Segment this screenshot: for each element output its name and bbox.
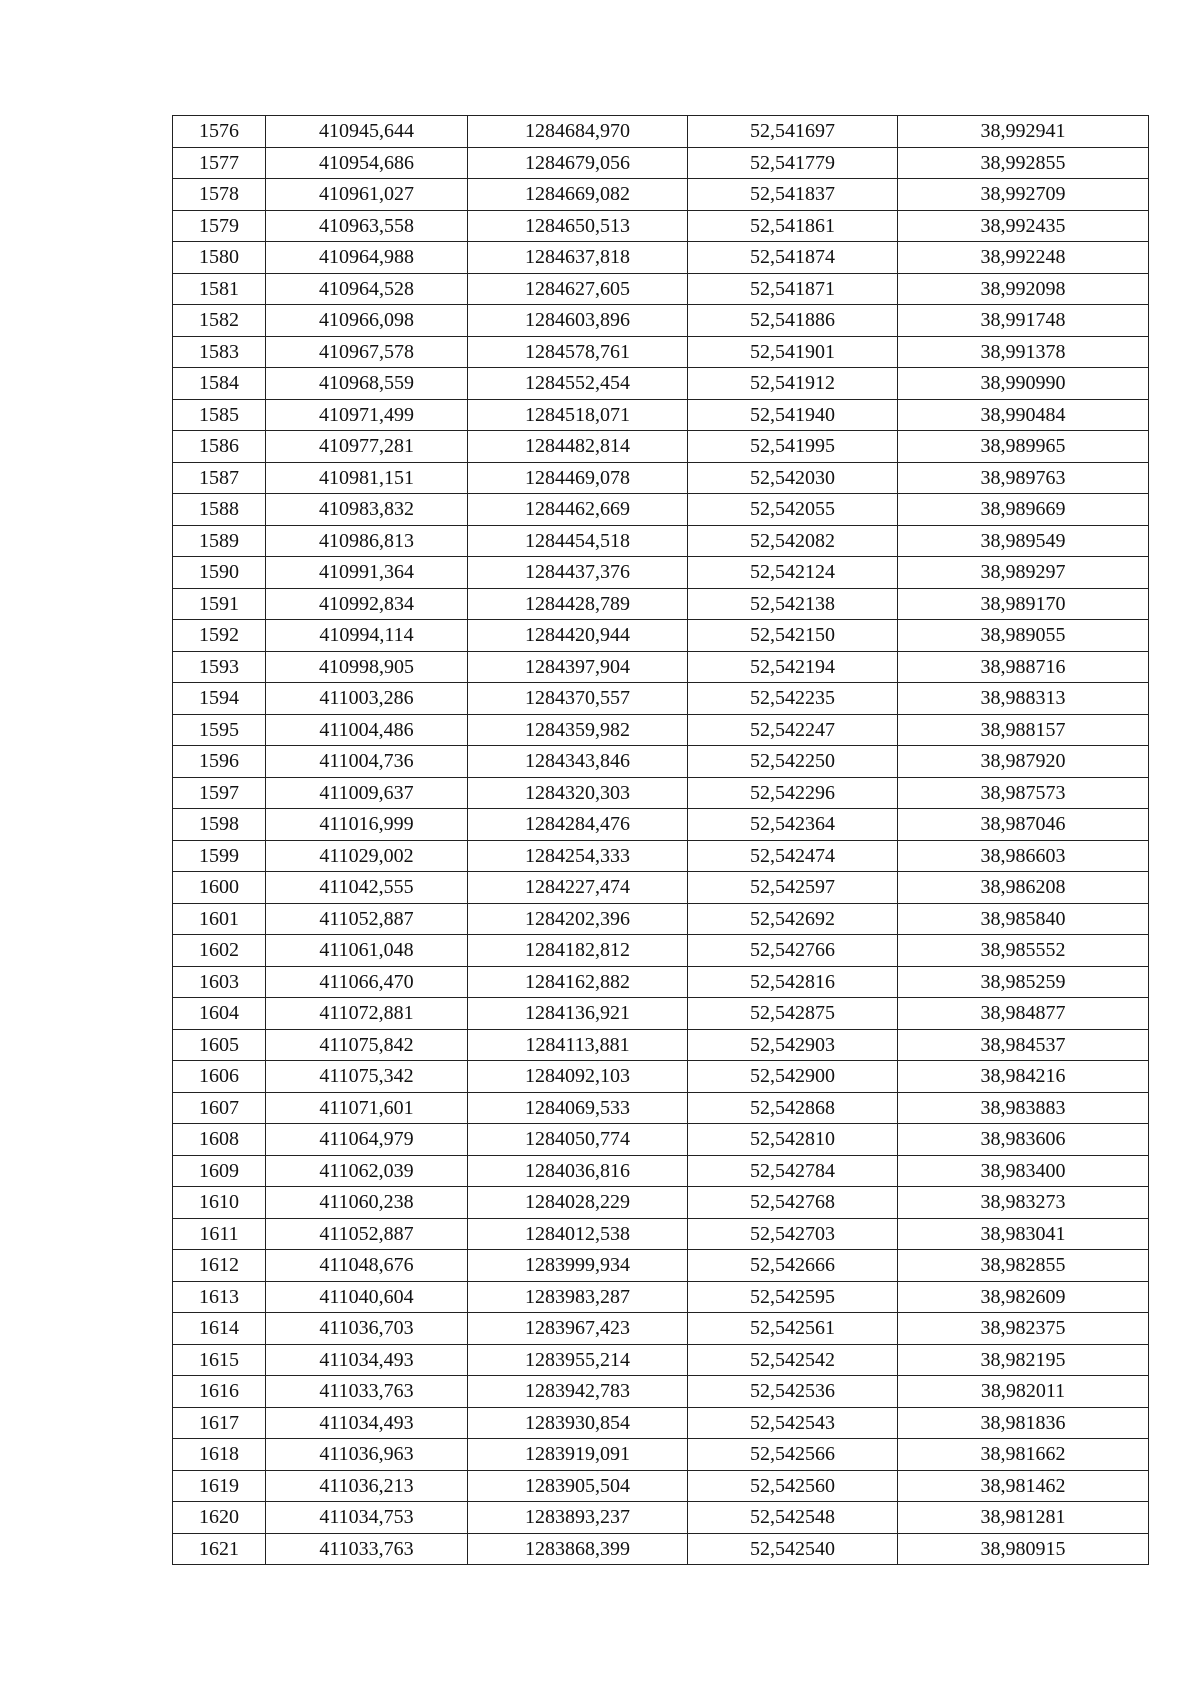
longitude-cell: 38,986208 — [898, 872, 1149, 904]
point-number-cell: 1576 — [173, 116, 266, 148]
table-row — [173, 935, 1149, 967]
table-row — [173, 336, 1149, 368]
latitude-cell: 52,541871 — [688, 273, 898, 305]
y-coordinate-cell: 1283983,287 — [468, 1281, 688, 1313]
longitude-cell: 38,985552 — [898, 935, 1149, 967]
table-row — [173, 998, 1149, 1030]
table-row — [173, 903, 1149, 935]
y-coordinate-cell: 1284397,904 — [468, 651, 688, 683]
x-coordinate-cell: 410964,988 — [266, 242, 468, 274]
table-row — [173, 431, 1149, 463]
point-number-cell: 1603 — [173, 966, 266, 998]
latitude-cell: 52,541697 — [688, 116, 898, 148]
x-coordinate-cell: 411034,493 — [266, 1407, 468, 1439]
longitude-cell: 38,991378 — [898, 336, 1149, 368]
x-coordinate-cell: 411060,238 — [266, 1187, 468, 1219]
point-number-cell: 1617 — [173, 1407, 266, 1439]
point-number-cell: 1592 — [173, 620, 266, 652]
table-row — [173, 588, 1149, 620]
table-row — [173, 1250, 1149, 1282]
y-coordinate-cell: 1284254,333 — [468, 840, 688, 872]
table-row — [173, 147, 1149, 179]
longitude-cell: 38,983400 — [898, 1155, 1149, 1187]
point-number-cell: 1590 — [173, 557, 266, 589]
table-row — [173, 1155, 1149, 1187]
table-row — [173, 1502, 1149, 1534]
x-coordinate-cell: 410945,644 — [266, 116, 468, 148]
table-row — [173, 116, 1149, 148]
latitude-cell: 52,542768 — [688, 1187, 898, 1219]
longitude-cell: 38,987920 — [898, 746, 1149, 778]
longitude-cell: 38,983883 — [898, 1092, 1149, 1124]
point-number-cell: 1620 — [173, 1502, 266, 1534]
x-coordinate-cell: 411075,842 — [266, 1029, 468, 1061]
latitude-cell: 52,542542 — [688, 1344, 898, 1376]
latitude-cell: 52,541886 — [688, 305, 898, 337]
point-number-cell: 1616 — [173, 1376, 266, 1408]
longitude-cell: 38,982375 — [898, 1313, 1149, 1345]
latitude-cell: 52,542540 — [688, 1533, 898, 1565]
longitude-cell: 38,988716 — [898, 651, 1149, 683]
longitude-cell: 38,983273 — [898, 1187, 1149, 1219]
y-coordinate-cell: 1284552,454 — [468, 368, 688, 400]
table-row — [173, 1187, 1149, 1219]
table-row — [173, 683, 1149, 715]
point-number-cell: 1619 — [173, 1470, 266, 1502]
y-coordinate-cell: 1284420,944 — [468, 620, 688, 652]
point-number-cell: 1611 — [173, 1218, 266, 1250]
x-coordinate-cell: 410967,578 — [266, 336, 468, 368]
latitude-cell: 52,542150 — [688, 620, 898, 652]
x-coordinate-cell: 410998,905 — [266, 651, 468, 683]
y-coordinate-cell: 1283919,091 — [468, 1439, 688, 1471]
table-row — [173, 525, 1149, 557]
table-row — [173, 368, 1149, 400]
longitude-cell: 38,989763 — [898, 462, 1149, 494]
x-coordinate-cell: 411009,637 — [266, 777, 468, 809]
table-row — [173, 1407, 1149, 1439]
x-coordinate-cell: 410964,528 — [266, 273, 468, 305]
latitude-cell: 52,542543 — [688, 1407, 898, 1439]
point-number-cell: 1605 — [173, 1029, 266, 1061]
point-number-cell: 1615 — [173, 1344, 266, 1376]
point-number-cell: 1591 — [173, 588, 266, 620]
x-coordinate-cell: 411066,470 — [266, 966, 468, 998]
y-coordinate-cell: 1283955,214 — [468, 1344, 688, 1376]
longitude-cell: 38,992098 — [898, 273, 1149, 305]
latitude-cell: 52,542247 — [688, 714, 898, 746]
x-coordinate-cell: 410994,114 — [266, 620, 468, 652]
point-number-cell: 1584 — [173, 368, 266, 400]
longitude-cell: 38,989549 — [898, 525, 1149, 557]
longitude-cell: 38,992248 — [898, 242, 1149, 274]
point-number-cell: 1606 — [173, 1061, 266, 1093]
point-number-cell: 1581 — [173, 273, 266, 305]
y-coordinate-cell: 1284627,605 — [468, 273, 688, 305]
table-row — [173, 1376, 1149, 1408]
latitude-cell: 52,542474 — [688, 840, 898, 872]
latitude-cell: 52,541912 — [688, 368, 898, 400]
longitude-cell: 38,984537 — [898, 1029, 1149, 1061]
latitude-cell: 52,542692 — [688, 903, 898, 935]
longitude-cell: 38,982011 — [898, 1376, 1149, 1408]
point-number-cell: 1602 — [173, 935, 266, 967]
x-coordinate-cell: 411052,887 — [266, 903, 468, 935]
latitude-cell: 52,541861 — [688, 210, 898, 242]
y-coordinate-cell: 1284028,229 — [468, 1187, 688, 1219]
longitude-cell: 38,980915 — [898, 1533, 1149, 1565]
longitude-cell: 38,982855 — [898, 1250, 1149, 1282]
longitude-cell: 38,982195 — [898, 1344, 1149, 1376]
y-coordinate-cell: 1283967,423 — [468, 1313, 688, 1345]
table-row — [173, 1313, 1149, 1345]
x-coordinate-cell: 411048,676 — [266, 1250, 468, 1282]
latitude-cell: 52,542810 — [688, 1124, 898, 1156]
x-coordinate-cell: 411004,736 — [266, 746, 468, 778]
longitude-cell: 38,992855 — [898, 147, 1149, 179]
y-coordinate-cell: 1283893,237 — [468, 1502, 688, 1534]
latitude-cell: 52,542666 — [688, 1250, 898, 1282]
point-number-cell: 1613 — [173, 1281, 266, 1313]
latitude-cell: 52,542055 — [688, 494, 898, 526]
longitude-cell: 38,984877 — [898, 998, 1149, 1030]
point-number-cell: 1610 — [173, 1187, 266, 1219]
y-coordinate-cell: 1284684,970 — [468, 116, 688, 148]
x-coordinate-cell: 411034,493 — [266, 1344, 468, 1376]
latitude-cell: 52,541837 — [688, 179, 898, 211]
x-coordinate-cell: 411036,213 — [266, 1470, 468, 1502]
longitude-cell: 38,987573 — [898, 777, 1149, 809]
x-coordinate-cell: 411003,286 — [266, 683, 468, 715]
y-coordinate-cell: 1283999,934 — [468, 1250, 688, 1282]
latitude-cell: 52,542560 — [688, 1470, 898, 1502]
point-number-cell: 1601 — [173, 903, 266, 935]
point-number-cell: 1595 — [173, 714, 266, 746]
point-number-cell: 1597 — [173, 777, 266, 809]
longitude-cell: 38,989297 — [898, 557, 1149, 589]
latitude-cell: 52,542566 — [688, 1439, 898, 1471]
x-coordinate-cell: 410992,834 — [266, 588, 468, 620]
x-coordinate-cell: 411064,979 — [266, 1124, 468, 1156]
table-row — [173, 746, 1149, 778]
y-coordinate-cell: 1284136,921 — [468, 998, 688, 1030]
point-number-cell: 1594 — [173, 683, 266, 715]
x-coordinate-cell: 410968,559 — [266, 368, 468, 400]
latitude-cell: 52,541901 — [688, 336, 898, 368]
y-coordinate-cell: 1284202,396 — [468, 903, 688, 935]
x-coordinate-cell: 410983,832 — [266, 494, 468, 526]
latitude-cell: 52,542597 — [688, 872, 898, 904]
latitude-cell: 52,542124 — [688, 557, 898, 589]
y-coordinate-cell: 1284359,982 — [468, 714, 688, 746]
longitude-cell: 38,984216 — [898, 1061, 1149, 1093]
latitude-cell: 52,542364 — [688, 809, 898, 841]
latitude-cell: 52,542561 — [688, 1313, 898, 1345]
point-number-cell: 1579 — [173, 210, 266, 242]
longitude-cell: 38,985840 — [898, 903, 1149, 935]
y-coordinate-cell: 1284343,846 — [468, 746, 688, 778]
latitude-cell: 52,541874 — [688, 242, 898, 274]
longitude-cell: 38,981836 — [898, 1407, 1149, 1439]
point-number-cell: 1608 — [173, 1124, 266, 1156]
y-coordinate-cell: 1284113,881 — [468, 1029, 688, 1061]
longitude-cell: 38,992709 — [898, 179, 1149, 211]
x-coordinate-cell: 411075,342 — [266, 1061, 468, 1093]
y-coordinate-cell: 1284182,812 — [468, 935, 688, 967]
table-row — [173, 620, 1149, 652]
table-row — [173, 872, 1149, 904]
x-coordinate-cell: 411033,763 — [266, 1533, 468, 1565]
x-coordinate-cell: 410977,281 — [266, 431, 468, 463]
y-coordinate-cell: 1284578,761 — [468, 336, 688, 368]
longitude-cell: 38,988313 — [898, 683, 1149, 715]
point-number-cell: 1607 — [173, 1092, 266, 1124]
table-row — [173, 1029, 1149, 1061]
longitude-cell: 38,981281 — [898, 1502, 1149, 1534]
table-row — [173, 494, 1149, 526]
point-number-cell: 1596 — [173, 746, 266, 778]
y-coordinate-cell: 1283942,783 — [468, 1376, 688, 1408]
longitude-cell: 38,989669 — [898, 494, 1149, 526]
x-coordinate-cell: 410966,098 — [266, 305, 468, 337]
latitude-cell: 52,541940 — [688, 399, 898, 431]
y-coordinate-cell: 1284650,513 — [468, 210, 688, 242]
latitude-cell: 52,542235 — [688, 683, 898, 715]
x-coordinate-cell: 410961,027 — [266, 179, 468, 211]
latitude-cell: 52,542875 — [688, 998, 898, 1030]
y-coordinate-cell: 1284518,071 — [468, 399, 688, 431]
table-row — [173, 399, 1149, 431]
y-coordinate-cell: 1284050,774 — [468, 1124, 688, 1156]
table-row — [173, 840, 1149, 872]
table-row — [173, 1533, 1149, 1565]
y-coordinate-cell: 1284370,557 — [468, 683, 688, 715]
y-coordinate-cell: 1284012,538 — [468, 1218, 688, 1250]
table-row — [173, 1281, 1149, 1313]
y-coordinate-cell: 1284437,376 — [468, 557, 688, 589]
y-coordinate-cell: 1283868,399 — [468, 1533, 688, 1565]
y-coordinate-cell: 1284679,056 — [468, 147, 688, 179]
latitude-cell: 52,542868 — [688, 1092, 898, 1124]
latitude-cell: 52,542903 — [688, 1029, 898, 1061]
table-row — [173, 809, 1149, 841]
y-coordinate-cell: 1284482,814 — [468, 431, 688, 463]
x-coordinate-cell: 411034,753 — [266, 1502, 468, 1534]
longitude-cell: 38,988157 — [898, 714, 1149, 746]
table-row — [173, 714, 1149, 746]
longitude-cell: 38,983606 — [898, 1124, 1149, 1156]
point-number-cell: 1621 — [173, 1533, 266, 1565]
x-coordinate-cell: 411061,048 — [266, 935, 468, 967]
latitude-cell: 52,542548 — [688, 1502, 898, 1534]
y-coordinate-cell: 1284036,816 — [468, 1155, 688, 1187]
point-number-cell: 1587 — [173, 462, 266, 494]
point-number-cell: 1589 — [173, 525, 266, 557]
longitude-cell: 38,987046 — [898, 809, 1149, 841]
longitude-cell: 38,981662 — [898, 1439, 1149, 1471]
point-number-cell: 1577 — [173, 147, 266, 179]
x-coordinate-cell: 411072,881 — [266, 998, 468, 1030]
table-row — [173, 1439, 1149, 1471]
table-row — [173, 273, 1149, 305]
x-coordinate-cell: 411029,002 — [266, 840, 468, 872]
longitude-cell: 38,991748 — [898, 305, 1149, 337]
x-coordinate-cell: 411036,963 — [266, 1439, 468, 1471]
point-number-cell: 1588 — [173, 494, 266, 526]
point-number-cell: 1580 — [173, 242, 266, 274]
latitude-cell: 52,542900 — [688, 1061, 898, 1093]
x-coordinate-cell: 411040,604 — [266, 1281, 468, 1313]
y-coordinate-cell: 1284092,103 — [468, 1061, 688, 1093]
y-coordinate-cell: 1283905,504 — [468, 1470, 688, 1502]
point-number-cell: 1612 — [173, 1250, 266, 1282]
point-number-cell: 1600 — [173, 872, 266, 904]
latitude-cell: 52,542030 — [688, 462, 898, 494]
point-number-cell: 1604 — [173, 998, 266, 1030]
point-number-cell: 1578 — [173, 179, 266, 211]
y-coordinate-cell: 1284603,896 — [468, 305, 688, 337]
latitude-cell: 52,542816 — [688, 966, 898, 998]
table-row — [173, 1218, 1149, 1250]
table-row — [173, 1092, 1149, 1124]
latitude-cell: 52,541995 — [688, 431, 898, 463]
latitude-cell: 52,542296 — [688, 777, 898, 809]
point-number-cell: 1593 — [173, 651, 266, 683]
y-coordinate-cell: 1284462,669 — [468, 494, 688, 526]
y-coordinate-cell: 1284162,882 — [468, 966, 688, 998]
y-coordinate-cell: 1284454,518 — [468, 525, 688, 557]
longitude-cell: 38,989965 — [898, 431, 1149, 463]
x-coordinate-cell: 411042,555 — [266, 872, 468, 904]
longitude-cell: 38,992435 — [898, 210, 1149, 242]
table-row — [173, 462, 1149, 494]
longitude-cell: 38,989170 — [898, 588, 1149, 620]
y-coordinate-cell: 1284227,474 — [468, 872, 688, 904]
longitude-cell: 38,989055 — [898, 620, 1149, 652]
y-coordinate-cell: 1283930,854 — [468, 1407, 688, 1439]
longitude-cell: 38,986603 — [898, 840, 1149, 872]
table-row — [173, 1124, 1149, 1156]
table-row — [173, 305, 1149, 337]
longitude-cell: 38,981462 — [898, 1470, 1149, 1502]
y-coordinate-cell: 1284284,476 — [468, 809, 688, 841]
latitude-cell: 52,541779 — [688, 147, 898, 179]
latitude-cell: 52,542194 — [688, 651, 898, 683]
x-coordinate-cell: 410986,813 — [266, 525, 468, 557]
x-coordinate-cell: 410971,499 — [266, 399, 468, 431]
table-row — [173, 966, 1149, 998]
y-coordinate-cell: 1284669,082 — [468, 179, 688, 211]
latitude-cell: 52,542595 — [688, 1281, 898, 1313]
longitude-cell: 38,992941 — [898, 116, 1149, 148]
table-row — [173, 1344, 1149, 1376]
table-row — [173, 1061, 1149, 1093]
y-coordinate-cell: 1284637,818 — [468, 242, 688, 274]
table-row — [173, 557, 1149, 589]
latitude-cell: 52,542536 — [688, 1376, 898, 1408]
latitude-cell: 52,542082 — [688, 525, 898, 557]
x-coordinate-cell: 411052,887 — [266, 1218, 468, 1250]
point-number-cell: 1618 — [173, 1439, 266, 1471]
y-coordinate-cell: 1284428,789 — [468, 588, 688, 620]
latitude-cell: 52,542784 — [688, 1155, 898, 1187]
table-row — [173, 777, 1149, 809]
latitude-cell: 52,542138 — [688, 588, 898, 620]
table-row — [173, 651, 1149, 683]
point-number-cell: 1614 — [173, 1313, 266, 1345]
point-number-cell: 1599 — [173, 840, 266, 872]
table-row — [173, 242, 1149, 274]
latitude-cell: 52,542250 — [688, 746, 898, 778]
x-coordinate-cell: 411036,703 — [266, 1313, 468, 1345]
x-coordinate-cell: 411004,486 — [266, 714, 468, 746]
point-number-cell: 1598 — [173, 809, 266, 841]
point-number-cell: 1585 — [173, 399, 266, 431]
longitude-cell: 38,983041 — [898, 1218, 1149, 1250]
table-row — [173, 1470, 1149, 1502]
table-row — [173, 210, 1149, 242]
longitude-cell: 38,982609 — [898, 1281, 1149, 1313]
latitude-cell: 52,542766 — [688, 935, 898, 967]
latitude-cell: 52,542703 — [688, 1218, 898, 1250]
x-coordinate-cell: 411062,039 — [266, 1155, 468, 1187]
x-coordinate-cell: 411033,763 — [266, 1376, 468, 1408]
x-coordinate-cell: 410981,151 — [266, 462, 468, 494]
point-number-cell: 1583 — [173, 336, 266, 368]
longitude-cell: 38,990990 — [898, 368, 1149, 400]
longitude-cell: 38,985259 — [898, 966, 1149, 998]
x-coordinate-cell: 411071,601 — [266, 1092, 468, 1124]
y-coordinate-cell: 1284069,533 — [468, 1092, 688, 1124]
point-number-cell: 1609 — [173, 1155, 266, 1187]
longitude-cell: 38,990484 — [898, 399, 1149, 431]
y-coordinate-cell: 1284320,303 — [468, 777, 688, 809]
x-coordinate-cell: 410963,558 — [266, 210, 468, 242]
point-number-cell: 1586 — [173, 431, 266, 463]
x-coordinate-cell: 411016,999 — [266, 809, 468, 841]
table-row — [173, 179, 1149, 211]
coordinate-table — [172, 115, 1149, 1565]
x-coordinate-cell: 410954,686 — [266, 147, 468, 179]
x-coordinate-cell: 410991,364 — [266, 557, 468, 589]
point-number-cell: 1582 — [173, 305, 266, 337]
y-coordinate-cell: 1284469,078 — [468, 462, 688, 494]
coordinate-table-body — [173, 116, 1149, 1565]
